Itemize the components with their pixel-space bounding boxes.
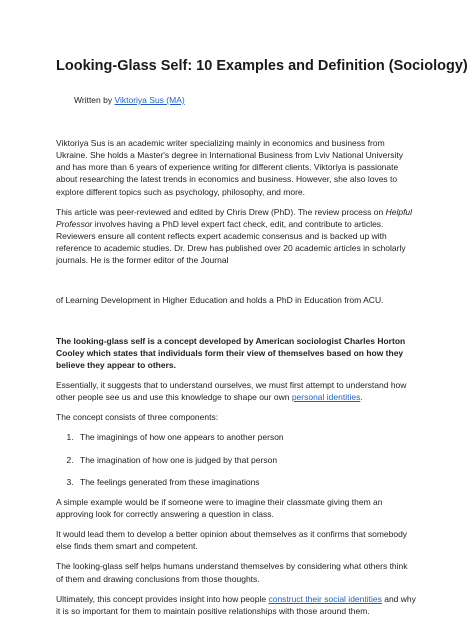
article-body <box>56 137 416 625</box>
article-title: Looking-Glass Self: 10 Examples and Definition (Sociology) <box>56 58 468 74</box>
list-item: 2. The imagination of how one is judged by that person <box>76 454 416 466</box>
spacer <box>56 274 416 294</box>
ultimately-text: Ultimately, this concept provides insight into how people <box>56 593 269 604</box>
components-intro: The concept consists of three components: <box>56 412 219 423</box>
spacer <box>56 315 416 335</box>
essentially-end: . <box>360 392 363 403</box>
author-link[interactable]: Viktoriya Sus (MA) <box>114 95 185 105</box>
definition-paragraph: The looking-glass self is a concept developed by American sociologist Charles Horton Cooley which states that individuals form their view of themselves based on how they believe they appear to others. <box>56 335 406 370</box>
byline-prefix: Written by <box>74 95 115 105</box>
review-paragraph <box>56 206 416 267</box>
example-paragraph: A simple example would be if someone were to imagine their classmate giving them an approving look for correctly answering a question in class. <box>56 496 383 519</box>
social-identities-link[interactable]: construct their social identities <box>268 593 382 604</box>
list-item: 1. The imaginings of how one appears to another person <box>76 431 416 443</box>
review-continued: of Learning Development in Higher Education and holds a PhD in Education from ACU. <box>56 295 384 306</box>
review-text-2: involves having a PhD level expert fact check, edit, and contribute to articles. Reviewers ensure all content reflects expert academic consensus and is backed up with reference to academic studies. Dr. Drew has published over 20 academic articles in scholarly journals. He is the former editor of the Journal <box>56 218 406 266</box>
review-italic: Helpful Professor <box>56 206 413 229</box>
review-text-1: This article was peer-reviewed and edited by Chris Drew (PhD). The review process on <box>56 206 386 217</box>
essentially-text: Essentially, it suggests that to understand ourselves, we must first attempt to understand how other people see us and use this knowledge to shape our own <box>56 379 407 403</box>
list-item: 3. The feelings generated from these imaginations <box>76 476 416 488</box>
helps-paragraph: The looking-glass self helps humans understand themselves by considering what others think of them and drawing conclusions from those thoughts. <box>56 561 408 584</box>
ultimately-paragraph <box>56 593 416 617</box>
consequence-paragraph: It would lead them to develop a better opinion about themselves as it confirms that somebody else finds them smart and competent. <box>56 529 408 552</box>
essentially-paragraph <box>56 379 416 403</box>
ultimately-end: and why it is so important for them to maintain positive relationships with those around them. <box>56 593 416 616</box>
components-list <box>56 431 416 487</box>
byline <box>74 95 185 105</box>
personal-identities-link[interactable]: personal identities <box>291 392 361 403</box>
author-bio: Viktoriya Sus is an academic writer specializing mainly in economics and business from Ukraine. She holds a Master's degree in International Business from Lviv National University and has more than 6 years of experience writing for different clients. Viktoriya is passionate about researching the latest trends in economics and business. However, she also loves to explore different topics such as psychology, philosophy, and more. <box>56 138 403 197</box>
